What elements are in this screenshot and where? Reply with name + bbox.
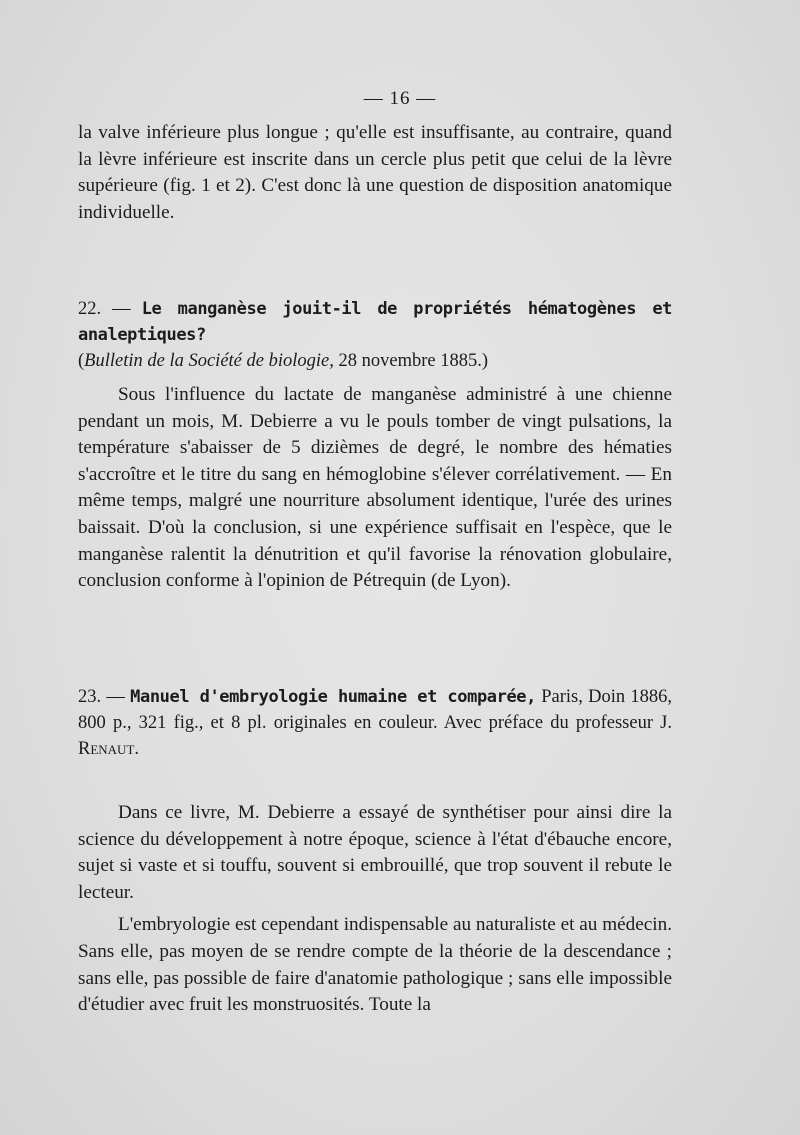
entry-22-body: Sous l'influence du lactate de manganèse administré à une chienne pendant un mois, M. Debierre a vu le pouls tomber de vingt pulsations, la température s'abaisser de 5 dizièmes de degré, le nombre des hématies s'accroître et le titre du sang en hémoglobine s'élever corrélativement. — En même temps, malgré une nourriture absolument identique, l'urée des urines baissait. D'où la conclusion, si une expérience suffisait en l'espèce, que le manganèse ralentit la dénutrition et qu'il favorise la rénovation globulaire, conclusion conforme à l'opinion de Pétrequin (de Lyon). [78,384,672,592]
entry-23-body-2: L'embryologie est cependant indispensable au naturaliste et au médecin. Sans elle, pas moyen de se rendre compte de la théorie de la descendance ; sans elle, pas possible de faire d'anatomie pathologique ; sans elle impossible d'étudier avec fruit les monstruosités. Toute la [78,914,672,1016]
entry-23-body-block [78,800,672,1019]
entry-23-details: Paris, Doin 1886, 800 p., 321 fig., et 8 pl. originales en couleur. Avec préface du professeur J. [78,687,672,733]
entry-22-heading [78,296,672,348]
entry-23-title: Manuel d'embryologie humaine et comparée, [130,687,536,707]
entry-22-title: Le manganèse jouit-il de propriétés hématogènes et analeptiques? [78,299,672,345]
entry-23-heading [78,684,672,762]
entry-22-body-block [78,382,672,595]
entry-22-number: 22. — [78,299,131,319]
intro-paragraph: la valve inférieure plus longue ; qu'elle est insuffisante, au contraire, quand la lèvre inférieure est inscrite dans un cercle plus petit que celui de la lèvre supérieure (fig. 1 et 2). C'est donc là une question de disposition anatomique individuelle. [78,122,672,223]
entry-22-source-open: ( [78,351,85,371]
entry-23 [78,684,672,762]
entry-23-number: 23. — [78,687,125,707]
entry-22-source [78,348,672,374]
intro-paragraph-block [78,120,672,226]
entry-22-source-journal: Bulletin de la Société de biologie, [84,351,334,371]
entry-22-source-date: 28 novembre 1885.) [333,351,488,371]
page-number: — 16 — [363,88,437,109]
entry-23-author: Renaut [78,739,135,759]
entry-23-body-1: Dans ce livre, M. Debierre a essayé de synthétiser pour ainsi dire la science du développement à notre époque, science à l'état d'ébauche encore, sujet si vaste et si touffu, souvent si embrouillé, que trop souvent il rebute le lecteur. [78,802,672,903]
entry-23-author-end: . [134,739,140,759]
entry-22 [78,296,672,374]
